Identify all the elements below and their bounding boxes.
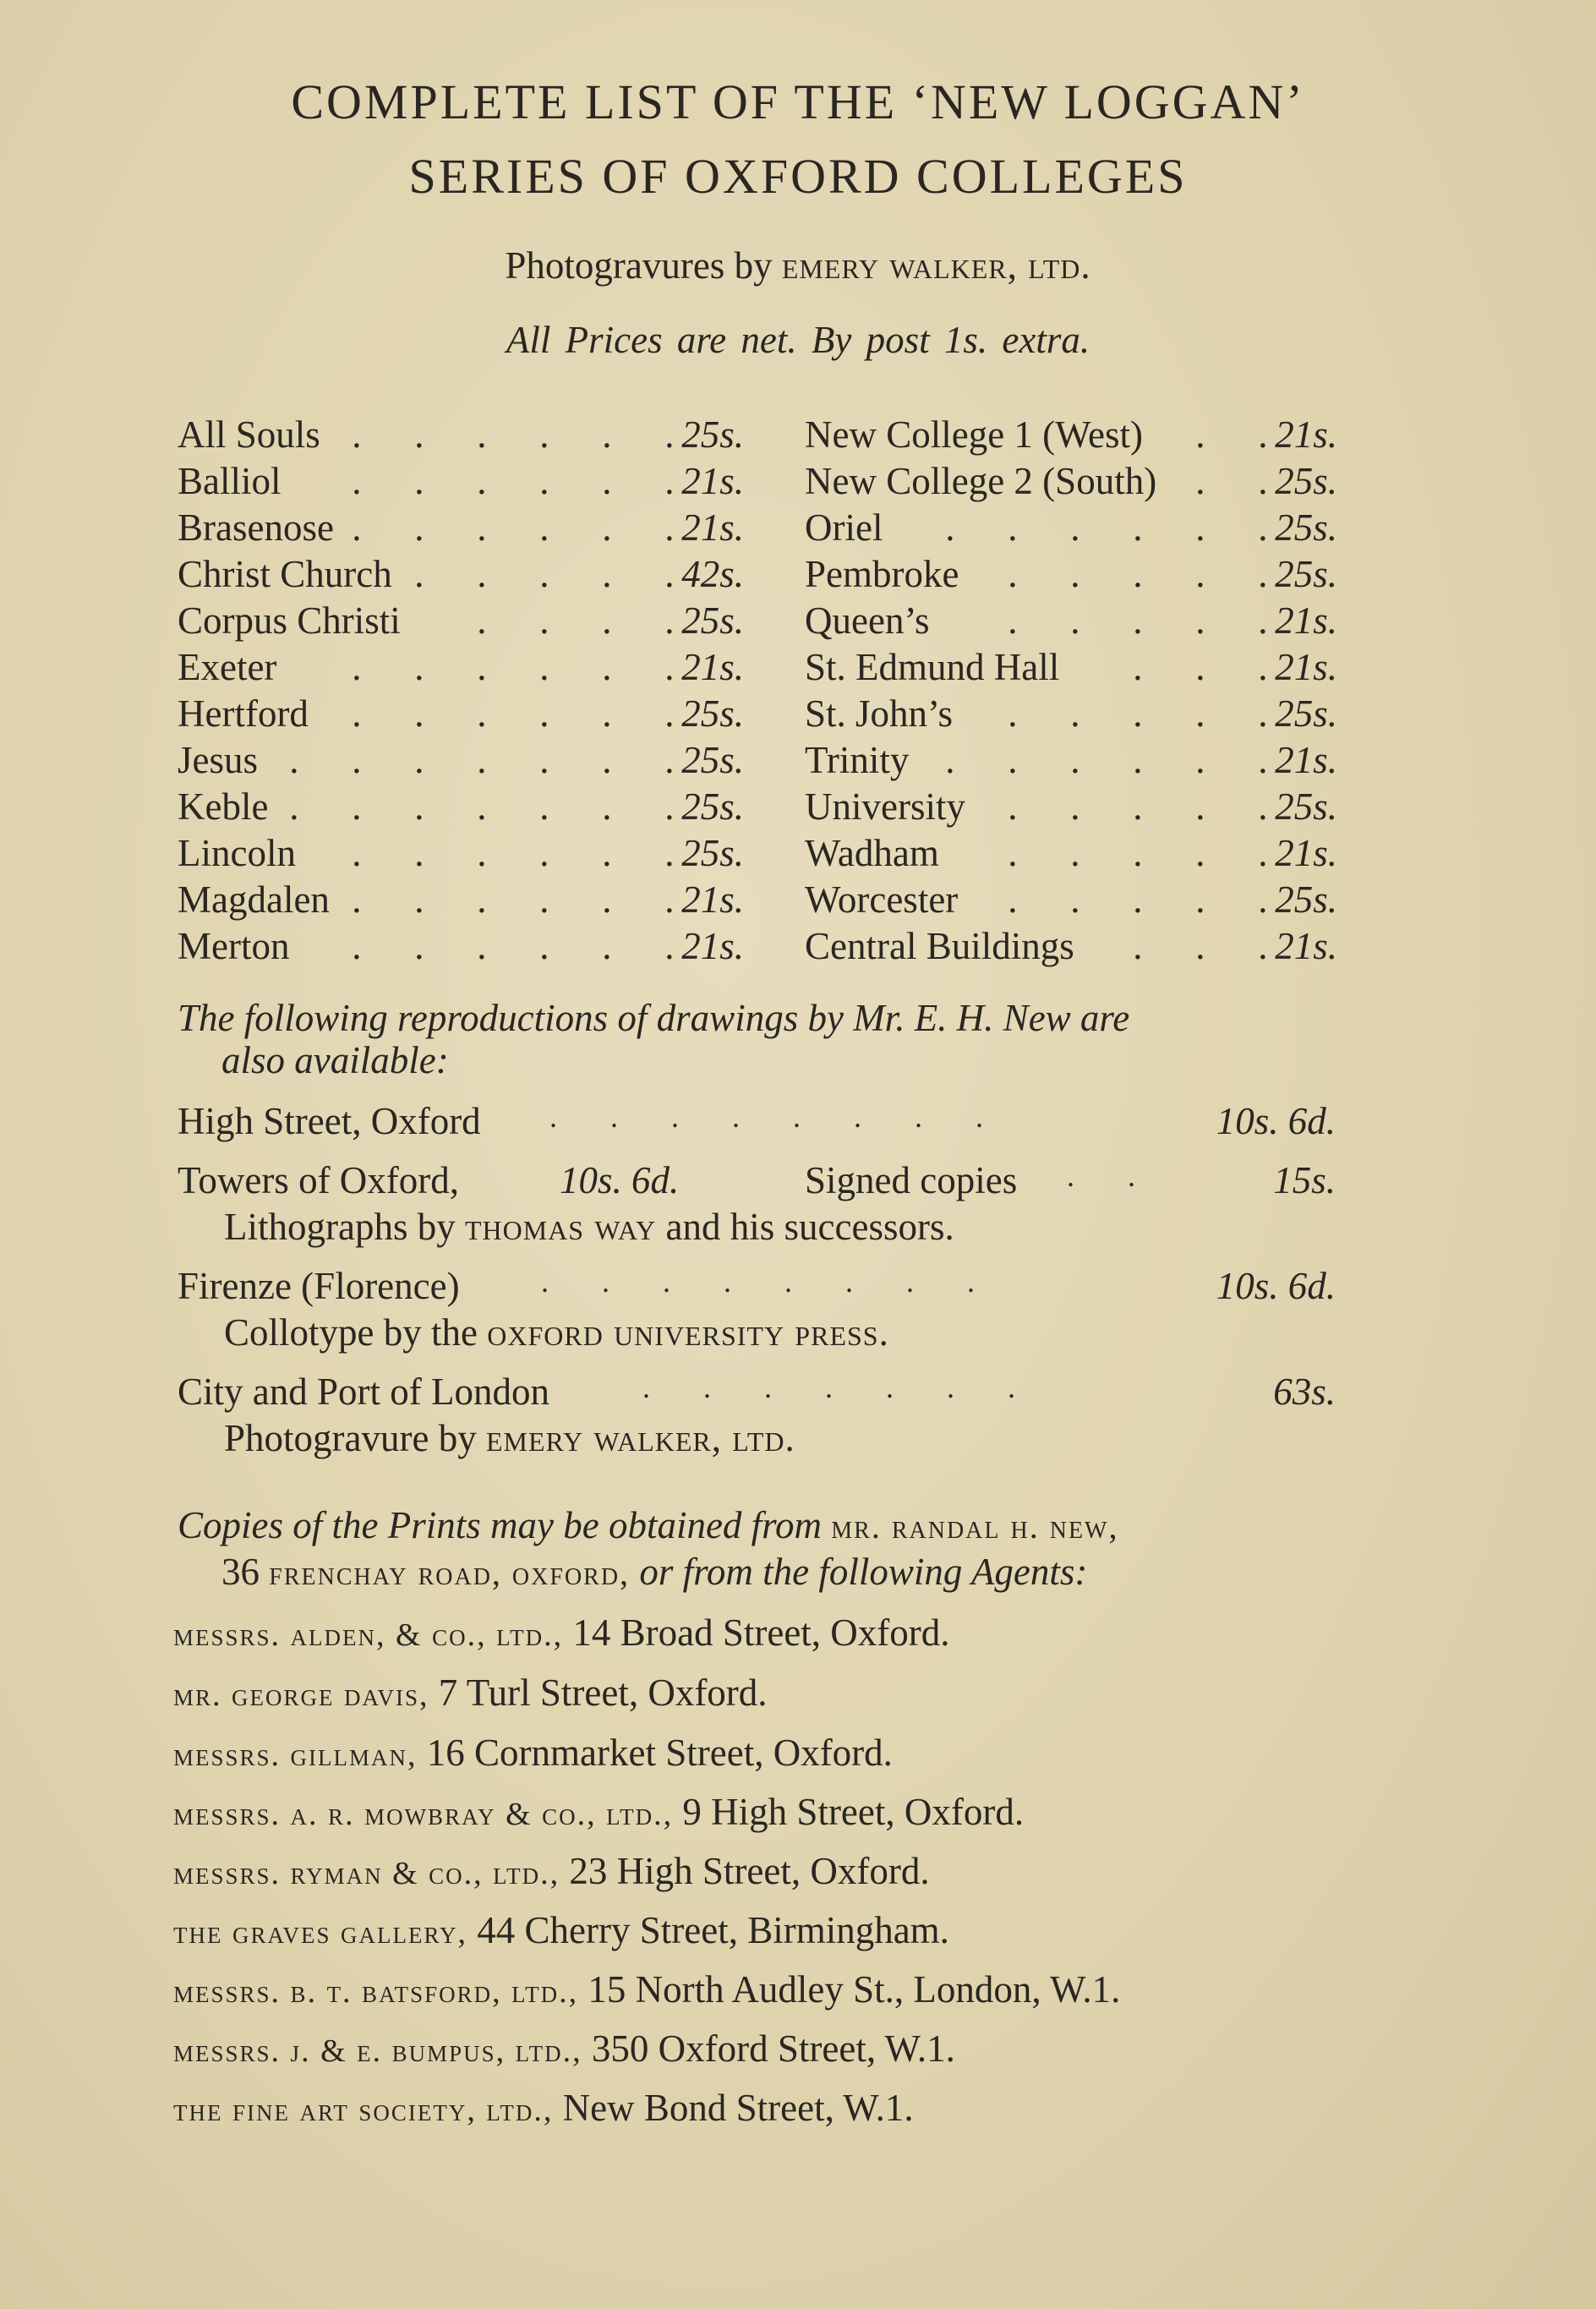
leader-dot: .: [477, 553, 487, 595]
college-entry: [178, 691, 744, 737]
leader-dot: .: [1008, 599, 1018, 642]
leader-dot: .: [414, 553, 424, 595]
leader-dot: .: [602, 553, 612, 595]
leader-dot: .: [1195, 646, 1205, 688]
college-price: 25s.: [681, 692, 744, 735]
leader-dot: .: [1195, 692, 1205, 735]
college-entry: [178, 877, 744, 923]
copies-line-1-name: mr. randal h. new,: [831, 1507, 1119, 1546]
item-london: [178, 1370, 1336, 1414]
agent-entry: [173, 1967, 1120, 2011]
agent-address: 16 Cornmarket Street, Oxford.: [426, 1732, 893, 1774]
item-london-name: City and Port of London: [178, 1371, 549, 1413]
leader-dot: .: [1195, 739, 1205, 781]
item-high-street-price: 10s. 6d.: [1216, 1100, 1336, 1142]
agent-address: 7 Turl Street, Oxford.: [438, 1672, 768, 1714]
leader-dot: .: [477, 460, 487, 502]
leader-dot: .: [1133, 925, 1143, 967]
item-high-street: [178, 1099, 1336, 1143]
leader-dot: .: [539, 646, 549, 688]
college-price: 25s.: [1275, 878, 1337, 921]
leader-dot: .: [414, 646, 424, 688]
leader-dot: .: [602, 646, 612, 688]
leader-dot: .: [352, 460, 362, 502]
leader-dot: .: [1008, 878, 1018, 921]
agent-entry: [173, 1908, 949, 1952]
college-entry: [178, 644, 744, 691]
leader-dot: .: [1258, 692, 1268, 735]
agent-entry: [173, 1790, 1024, 1834]
leader-dot: .: [352, 925, 362, 967]
leader-dot: .: [539, 599, 549, 642]
copies-line-2-number: 36: [221, 1551, 260, 1593]
college-entry: [805, 691, 1337, 737]
item-london-price: 63s.: [1273, 1371, 1336, 1413]
college-name: New College 2 (South): [805, 460, 1157, 502]
leader-dot: .: [352, 785, 362, 828]
leader-dots: . .: [1067, 1159, 1135, 1193]
leader-dot: .: [664, 599, 675, 642]
college-price: 21s.: [681, 878, 744, 921]
london-sub-maker: emery walker, ltd.: [485, 1417, 795, 1459]
college-name: Brasenose: [178, 506, 334, 549]
leader-dot: .: [1195, 506, 1205, 549]
agent-entry: [173, 2027, 955, 2071]
leader-dot: .: [477, 832, 487, 874]
leader-dot: .: [539, 460, 549, 502]
leader-dot: .: [1195, 878, 1205, 921]
leader-dot: .: [352, 832, 362, 874]
leader-dots: . . . . . . . .: [541, 1265, 975, 1299]
leader-dot: .: [352, 692, 362, 735]
leader-dot: .: [1070, 739, 1080, 781]
leader-dot: .: [1258, 553, 1268, 595]
college-price: 25s.: [1275, 506, 1337, 549]
leader-dot: .: [414, 692, 424, 735]
drawings-intro-line-1: The following reproductions of drawings by Mr. E. H. New are: [178, 997, 1130, 1039]
leader-dot: .: [1070, 506, 1080, 549]
college-price: 21s.: [1275, 739, 1337, 781]
leader-dot: .: [1195, 553, 1205, 595]
college-name: Hertford: [178, 692, 309, 735]
college-entry: [805, 737, 1337, 784]
copies-line-2-text: or from the following Agents:: [639, 1551, 1088, 1593]
leader-dot: .: [1070, 878, 1080, 921]
leader-dot: .: [539, 832, 549, 874]
leader-dot: .: [1133, 692, 1143, 735]
agent-name: the fine art society, ltd.,: [173, 2093, 554, 2128]
leader-dot: .: [1133, 878, 1143, 921]
leader-dot: .: [664, 832, 675, 874]
leader-dot: .: [352, 413, 362, 456]
college-entry: [178, 505, 744, 551]
leader-dot: .: [352, 506, 362, 549]
leader-dot: .: [477, 785, 487, 828]
copies-line-2-address: frenchay road, oxford,: [269, 1554, 631, 1592]
college-name: Worcester: [805, 878, 959, 921]
photogravures-maker: emery walker, ltd.: [781, 244, 1091, 287]
college-name: St. John’s: [805, 692, 954, 735]
leader-dot: .: [1258, 785, 1268, 828]
leader-dot: .: [289, 785, 299, 828]
college-name: Keble: [178, 785, 269, 828]
college-price: 21s.: [681, 460, 744, 502]
college-price: 21s.: [681, 646, 744, 688]
college-name: New College 1 (West): [805, 413, 1144, 456]
leader-dot: .: [1133, 553, 1143, 595]
college-name: Lincoln: [178, 832, 296, 874]
college-entry: [805, 644, 1337, 691]
leader-dot: .: [602, 832, 612, 874]
copies-line-1: [178, 1503, 1336, 1547]
agent-entry: [173, 1849, 930, 1893]
college-price: 25s.: [681, 832, 744, 874]
leader-dot: .: [477, 878, 487, 921]
leader-dot: .: [539, 785, 549, 828]
leader-dot: .: [664, 785, 675, 828]
leader-dot: .: [539, 553, 549, 595]
college-name: Christ Church: [178, 553, 392, 595]
leader-dot: .: [1258, 460, 1268, 502]
college-entry: [178, 551, 744, 598]
leader-dot: .: [1008, 506, 1018, 549]
london-sub-prefix: Photogravure by: [224, 1417, 477, 1459]
leader-dot: .: [664, 692, 675, 735]
leader-dot: .: [602, 739, 612, 781]
college-price: 25s.: [1275, 460, 1337, 502]
college-name: St. Edmund Hall: [805, 646, 1060, 688]
leader-dot: .: [664, 925, 675, 967]
leader-dot: .: [477, 599, 487, 642]
agent-address: 350 Oxford Street, W.1.: [591, 2027, 955, 2070]
item-towers-name: Towers of Oxford,: [178, 1159, 460, 1201]
college-price: 42s.: [681, 553, 744, 595]
college-entry: [178, 458, 744, 505]
leader-dot: .: [1195, 460, 1205, 502]
college-name: Exeter: [178, 646, 277, 688]
college-name: Wadham: [805, 832, 939, 874]
college-name: Magdalen: [178, 878, 330, 921]
college-name: Central Buildings: [805, 925, 1074, 967]
college-price: 25s.: [681, 785, 744, 828]
college-name: Pembroke: [805, 553, 959, 595]
college-list-right: [805, 412, 1337, 970]
leader-dot: .: [1258, 506, 1268, 549]
college-name: Trinity: [805, 739, 910, 781]
agent-name: messrs. b. t. batsford, ltd.,: [173, 1974, 579, 2010]
agent-name: messrs. alden, & co., ltd.,: [173, 1617, 564, 1653]
agent-entry: [173, 1611, 950, 1655]
leader-dot: .: [1070, 832, 1080, 874]
agent-entry: [173, 2086, 914, 2130]
leader-dot: .: [664, 506, 675, 549]
leader-dot: .: [539, 878, 549, 921]
leader-dot: .: [414, 739, 424, 781]
agent-entry: [173, 1671, 768, 1715]
leader-dot: .: [1133, 832, 1143, 874]
college-entry: [805, 784, 1337, 830]
drawings-intro-line-2: also available:: [221, 1039, 449, 1081]
agent-entry: [173, 1731, 893, 1775]
item-towers-sub: [178, 1205, 1382, 1249]
leader-dot: .: [1008, 739, 1018, 781]
leader-dot: .: [414, 785, 424, 828]
leader-dot: .: [602, 460, 612, 502]
college-entry: [805, 551, 1337, 598]
leader-dot: .: [602, 692, 612, 735]
leader-dot: .: [1258, 878, 1268, 921]
leader-dot: .: [664, 878, 675, 921]
item-towers-price: 10s. 6d.: [560, 1159, 680, 1201]
college-price: 25s.: [681, 413, 744, 456]
agent-address: 15 North Audley St., London, W.1.: [588, 1968, 1121, 2011]
leader-dot: .: [664, 413, 675, 456]
leader-dot: .: [664, 646, 675, 688]
towers-sub-prefix: Lithographs by: [224, 1206, 456, 1248]
leader-dot: .: [1008, 832, 1018, 874]
towers-sub-maker: thomas way: [464, 1206, 657, 1248]
leader-dot: .: [602, 506, 612, 549]
college-list-left: [178, 412, 744, 970]
photogravures-line: [0, 244, 1596, 287]
item-towers-signed-label: Signed copies: [805, 1159, 1018, 1201]
college-name: All Souls: [178, 413, 320, 456]
college-price: 25s.: [1275, 553, 1337, 595]
college-entry: [178, 830, 744, 877]
college-price: 21s.: [681, 506, 744, 549]
agent-address: 44 Cherry Street, Birmingham.: [477, 1909, 949, 1951]
leader-dot: .: [602, 925, 612, 967]
leader-dot: .: [1258, 925, 1268, 967]
college-name: Merton: [178, 925, 290, 967]
agent-name: messrs. a. r. mowbray & co., ltd.,: [173, 1797, 674, 1832]
leader-dot: .: [414, 413, 424, 456]
agent-name: messrs. ryman & co., ltd.,: [173, 1856, 560, 1891]
college-price: 21s.: [1275, 925, 1337, 967]
college-price: 25s.: [1275, 785, 1337, 828]
leader-dot: .: [1008, 692, 1018, 735]
leader-dot: .: [539, 506, 549, 549]
leader-dot: .: [1258, 646, 1268, 688]
college-name: Queen’s: [805, 599, 930, 642]
leader-dot: .: [1070, 599, 1080, 642]
agent-address: New Bond Street, W.1.: [562, 2087, 914, 2129]
college-price: 21s.: [1275, 646, 1337, 688]
item-london-sub: [178, 1416, 1382, 1460]
leader-dot: .: [414, 460, 424, 502]
agent-name: mr. george davis,: [173, 1677, 429, 1713]
agent-name: messrs. j. & e. bumpus, ltd.,: [173, 2033, 582, 2069]
college-price: 25s.: [681, 599, 744, 642]
college-name: Jesus: [178, 739, 259, 781]
leader-dot: .: [602, 599, 612, 642]
leader-dot: .: [352, 646, 362, 688]
leader-dots: . . . . . . . .: [549, 1100, 983, 1134]
leader-dot: .: [1258, 413, 1268, 456]
leader-dot: .: [602, 878, 612, 921]
leader-dot: .: [945, 506, 955, 549]
copies-line-2: [221, 1550, 1380, 1594]
college-entry: [805, 458, 1337, 505]
towers-sub-suffix: and his successors.: [665, 1206, 954, 1248]
prices-note: All Prices are net. By post 1s. extra.: [506, 319, 1090, 361]
college-entry: [805, 505, 1337, 551]
leader-dot: .: [477, 739, 487, 781]
leader-dot: .: [1195, 832, 1205, 874]
college-entry: [805, 830, 1337, 877]
college-name: Oriel: [805, 506, 883, 549]
agent-name: messrs. gillman,: [173, 1737, 418, 1773]
leader-dot: .: [539, 739, 549, 781]
college-entry: [178, 598, 744, 644]
college-price: 25s.: [1275, 692, 1337, 735]
leader-dot: .: [477, 506, 487, 549]
leader-dot: .: [1195, 785, 1205, 828]
college-price: 21s.: [1275, 832, 1337, 874]
item-firenze-price: 10s. 6d.: [1216, 1265, 1336, 1307]
college-name: University: [805, 785, 965, 828]
agent-address: 9 High Street, Oxford.: [682, 1791, 1025, 1833]
item-firenze-sub: [178, 1310, 1382, 1354]
agent-name: the graves gallery,: [173, 1915, 468, 1951]
leader-dot: .: [1133, 599, 1143, 642]
copies-line-1-text: Copies of the Prints may be obtained from: [178, 1504, 823, 1546]
college-price: 21s.: [1275, 413, 1337, 456]
leader-dot: .: [477, 413, 487, 456]
college-price: 21s.: [1275, 599, 1337, 642]
college-price: 25s.: [681, 739, 744, 781]
leader-dot: .: [664, 460, 675, 502]
leader-dot: .: [414, 506, 424, 549]
leader-dot: .: [1258, 832, 1268, 874]
item-towers-signed-price: 15s.: [1273, 1159, 1336, 1201]
leader-dot: .: [945, 739, 955, 781]
leader-dot: .: [1195, 413, 1205, 456]
photogravures-prefix: Photogravures by: [505, 244, 773, 287]
item-firenze-name: Firenze (Florence): [178, 1265, 460, 1307]
leader-dot: .: [664, 739, 675, 781]
leader-dot: .: [477, 925, 487, 967]
leader-dots: . . . . . . .: [642, 1371, 1015, 1404]
college-entry: [805, 923, 1337, 970]
item-high-street-name: High Street, Oxford: [178, 1100, 481, 1142]
leader-dot: .: [414, 832, 424, 874]
leader-dot: .: [414, 925, 424, 967]
college-entry: [178, 784, 744, 830]
title-line-2: SERIES OF OXFORD COLLEGES: [408, 149, 1188, 204]
college-entry: [178, 412, 744, 458]
leader-dot: .: [1195, 599, 1205, 642]
leader-dot: .: [1070, 785, 1080, 828]
college-price: 21s.: [681, 925, 744, 967]
college-name: Corpus Christi: [178, 599, 401, 642]
firenze-sub-maker: oxford university press.: [487, 1311, 889, 1354]
agent-address: 23 High Street, Oxford.: [569, 1850, 930, 1892]
college-name: Balliol: [178, 460, 281, 502]
leader-dot: .: [1195, 925, 1205, 967]
leader-dot: .: [1070, 692, 1080, 735]
college-entry: [178, 737, 744, 784]
leader-dot: .: [477, 646, 487, 688]
leader-dot: .: [1133, 506, 1143, 549]
college-entry: [805, 877, 1337, 923]
leader-dot: .: [602, 785, 612, 828]
leader-dot: .: [1070, 553, 1080, 595]
leader-dot: .: [602, 413, 612, 456]
college-entry: [178, 923, 744, 970]
college-entry: [805, 598, 1337, 644]
leader-dot: .: [1133, 646, 1143, 688]
firenze-sub-prefix: Collotype by the: [224, 1311, 478, 1354]
item-towers: [178, 1158, 1336, 1202]
leader-dot: .: [352, 878, 362, 921]
leader-dot: .: [1258, 599, 1268, 642]
leader-dot: .: [352, 739, 362, 781]
agent-address: 14 Broad Street, Oxford.: [572, 1611, 950, 1654]
college-entry: [805, 412, 1337, 458]
leader-dot: .: [539, 413, 549, 456]
item-firenze: [178, 1264, 1336, 1308]
leader-dot: .: [1008, 553, 1018, 595]
leader-dot: .: [1258, 739, 1268, 781]
leader-dot: .: [1133, 785, 1143, 828]
leader-dot: .: [664, 553, 675, 595]
leader-dot: .: [477, 692, 487, 735]
leader-dot: .: [1008, 785, 1018, 828]
leader-dot: .: [1133, 739, 1143, 781]
leader-dot: .: [539, 925, 549, 967]
leader-dot: .: [539, 692, 549, 735]
leader-dot: .: [289, 739, 299, 781]
leader-dot: .: [414, 878, 424, 921]
title-line-1: COMPLETE LIST OF THE ‘NEW LOGGAN’: [291, 74, 1305, 129]
